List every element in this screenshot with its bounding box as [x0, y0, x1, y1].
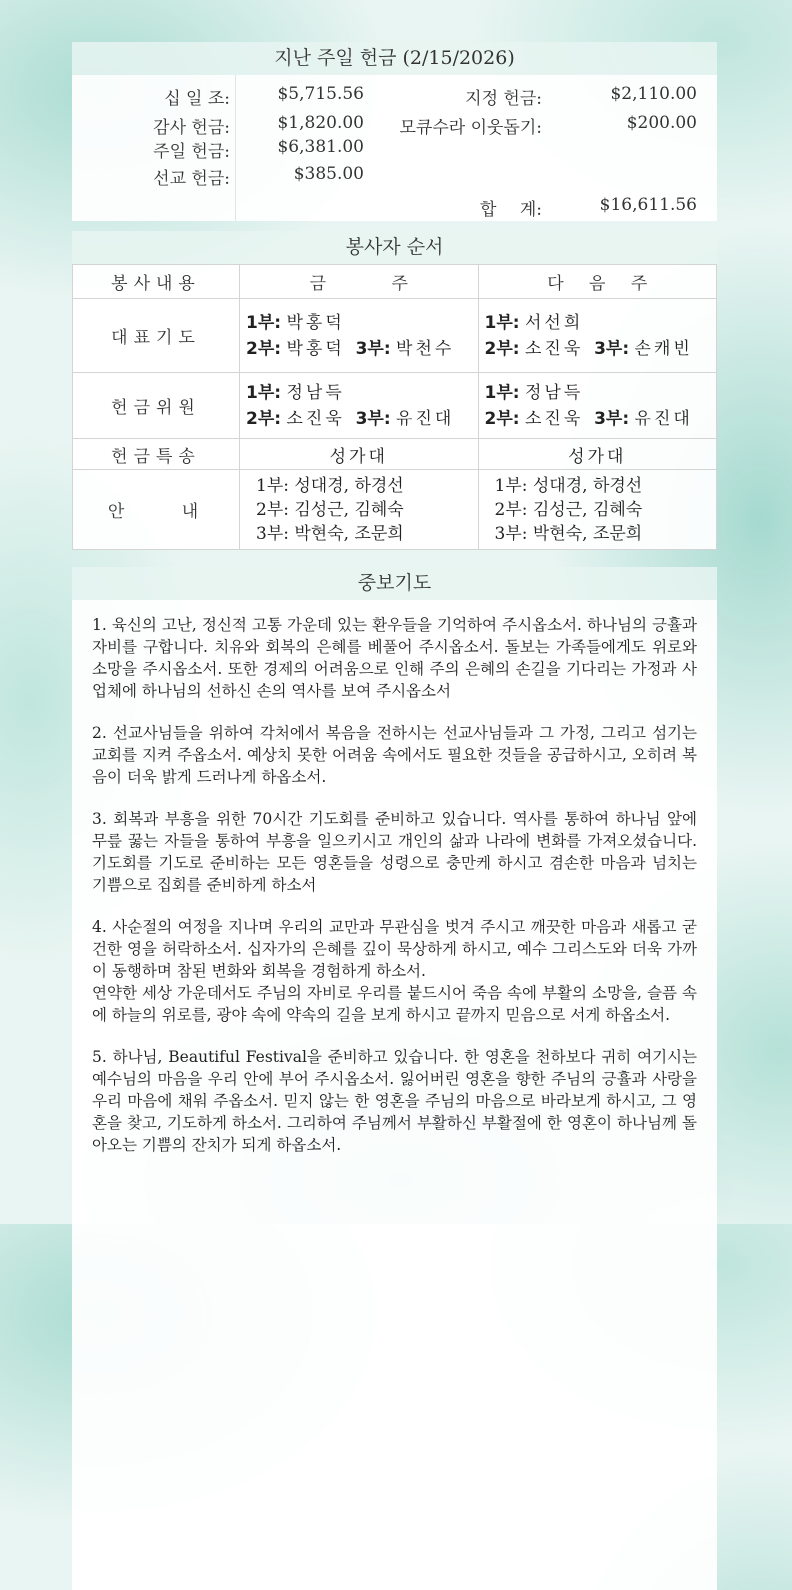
prayers-body — [72, 600, 717, 1590]
prayer-item-4: 4. 사순절의 여정을 지나며 우리의 교만과 무관심을 벗겨 주시고 깨끗한 마음과 새롭고 굳건한 영을 허락하소서. 십자가의 은혜를 깊이 묵상하게 하시고, 예수 그리스도와 더욱 가까이 동행하며 참된 변화와 회복을 경험하게 하소서. — [92, 918, 697, 980]
special-role: 헌금특송 — [73, 439, 240, 470]
col-this-week-header: 금 주 — [240, 265, 479, 299]
designated-value: $2,110.00 — [610, 84, 697, 104]
mokyusura-label: 모큐수라 이웃돕기: — [399, 118, 542, 138]
mission-label: 선교 헌금: — [153, 169, 230, 189]
usher-role: 헌금위원 — [73, 373, 240, 439]
mission-value: $385.00 — [293, 164, 364, 184]
sunday-value: $6,381.00 — [277, 137, 364, 157]
thanks-value: $1,820.00 — [277, 113, 364, 133]
usher-this-week: 1부: 정남득 2부: 소진욱 3부: 유진대 — [240, 373, 479, 439]
servants-table — [72, 264, 717, 550]
mokyusura-value: $200.00 — [626, 113, 697, 133]
guide-this-week: 1부: 성대경, 하경선 2부: 김성근, 김혜숙 3부: 박현숙, 조문희 — [240, 470, 479, 550]
special-next-week: 성가대 — [478, 439, 717, 470]
table-row — [73, 265, 717, 299]
prayer-this-week: 1부: 박홍덕 2부: 박홍덕 3부: 박천수 — [240, 299, 479, 373]
col-next-week-header: 다 음 주 — [478, 265, 717, 299]
offering-divider — [235, 75, 236, 221]
servants-title: 봉사자 순서 — [72, 231, 717, 264]
offering-title: 지난 주일 헌금 (2/15/2026) — [72, 42, 717, 75]
offering-table — [72, 75, 717, 221]
total-value: $16,611.56 — [599, 195, 697, 215]
usher-next-week: 1부: 정남득 2부: 소진욱 3부: 유진대 — [478, 373, 717, 439]
table-row — [73, 299, 717, 373]
prayer-role: 대표기도 — [73, 299, 240, 373]
guide-next-week: 1부: 성대경, 하경선 2부: 김성근, 김혜숙 3부: 박현숙, 조문희 — [478, 470, 717, 550]
prayer-item-2: 2. 선교사님들을 위하여 각처에서 복음을 전하시는 선교사님들과 그 가정, 그리고 섬기는 교회를 지켜 주옵소서. 예상치 못한 어려움 속에서도 필요한 것들을 공급하시고, 오히려 복음이 더욱 밝게 드러나게 하옵소서. — [92, 724, 697, 786]
col-role-header: 봉사내용 — [73, 265, 240, 299]
designated-label: 지정 헌금: — [465, 89, 542, 109]
total-label: 합 계: — [480, 200, 542, 220]
tithe-label: 십 일 조: — [164, 89, 230, 109]
prayer-item-5: 5. 하나님, Beautiful Festival을 준비하고 있습니다. 한 영혼을 천하보다 귀히 여기시는 예수님의 마음을 우리 안에 부어 주시옵소서. 잃어버린 영혼을 향한 주님의 긍휼과 사랑을 우리 마음에 채워 주옵소서. 믿지 않는 한 영혼을 주님의 마음으로 바라보게 하시고, 그 영혼을 찾고, 기도하게 하소서. 그리하여 주님께서 부활하신 부활절에 한 영혼이 하나님께 돌아오는 기쁨의 잔치가 되게 하옵소서. — [92, 1048, 697, 1154]
thanks-label: 감사 헌금: — [153, 118, 230, 138]
sunday-label: 주일 헌금: — [153, 142, 230, 162]
guide-role: 안 내 — [73, 470, 240, 550]
table-row — [73, 373, 717, 439]
prayers-title: 중보기도 — [72, 567, 717, 600]
prayer-item-4-continued: 연약한 세상 가운데서도 주님의 자비로 우리를 붙드시어 죽음 속에 부활의 소망을, 슬픔 속에 하늘의 위로를, 광야 속에 약속의 길을 보게 하시고 끝까지 믿음으로 서게 하옵소서. — [92, 984, 697, 1024]
prayer-next-week: 1부: 서선희 2부: 소진욱 3부: 손캐빈 — [478, 299, 717, 373]
special-this-week: 성가대 — [240, 439, 479, 470]
prayer-item-3: 3. 회복과 부흥을 위한 70시간 기도회를 준비하고 있습니다. 역사를 통하여 하나님 앞에 무릎 꿇는 자들을 통하여 부흥을 일으키시고 개인의 삶과 나라에 변화를 가져오셨습니다. 기도회를 기도로 준비하는 모든 영혼들을 성령으로 충만케 하시고 겸손한 마음과 넘치는 기쁨으로 집회를 준비하게 하소서 — [92, 810, 697, 894]
offering-section — [72, 42, 717, 221]
table-row — [73, 439, 717, 470]
table-row — [73, 470, 717, 550]
prayers-section — [72, 567, 717, 1590]
servants-section — [72, 231, 717, 550]
tithe-value: $5,715.56 — [277, 84, 364, 104]
prayer-item-1: 1. 육신의 고난, 정신적 고통 가운데 있는 환우들을 기억하여 주시옵소서. 하나님의 긍휼과 자비를 구합니다. 치유와 회복의 은혜를 베풀어 주시옵소서. 돌보는 가족들에게도 위로와 소망을 주시옵소서. 또한 경제의 어려움으로 인해 주의 은혜의 손길을 기다리는 가정과 사업체에 하나님의 선하신 손의 역사를 보여 주시옵소서 — [92, 616, 697, 700]
